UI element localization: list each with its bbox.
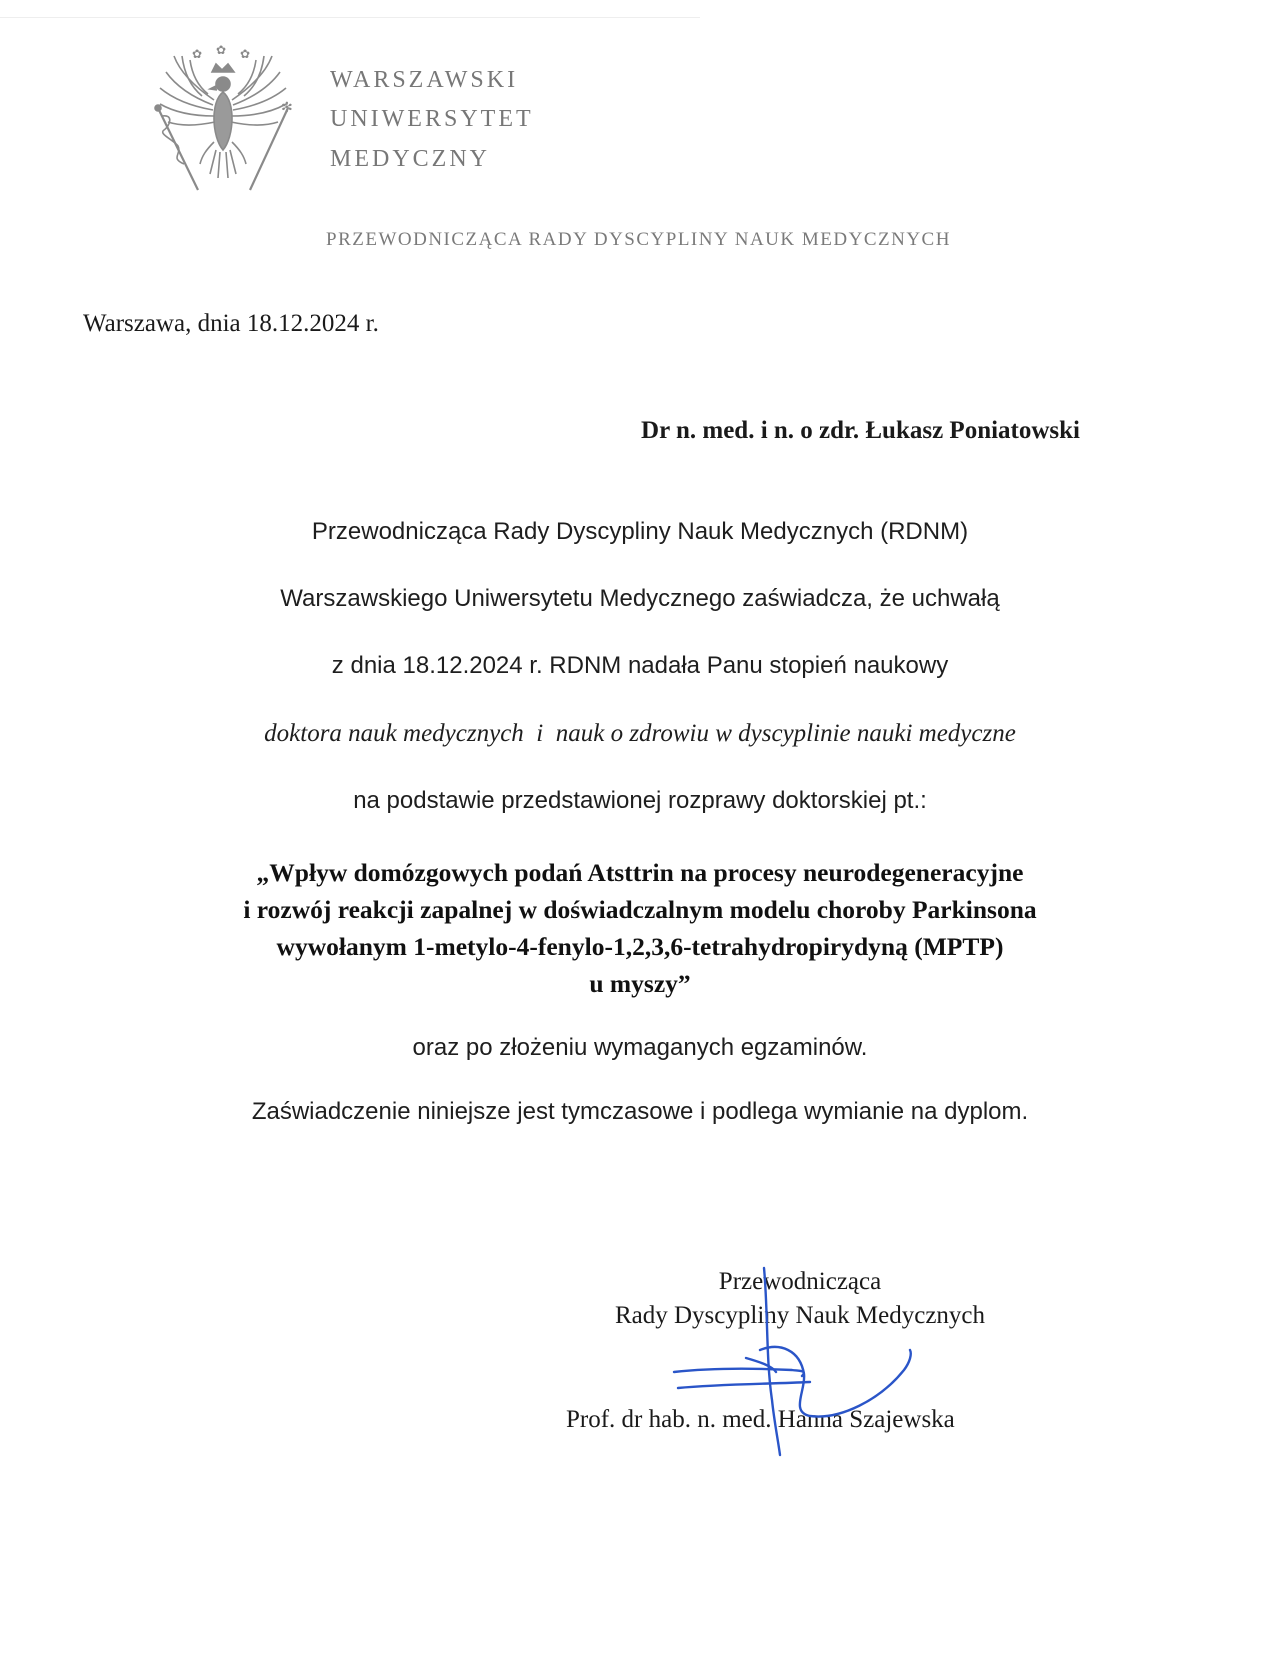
signatory-role-line-1: Przewodnicząca [718, 1268, 882, 1295]
thesis-title-line-3: wywołanym 1-metylo-4-fenylo-1,2,3,6-tetrahydropirydyną (MPTP) [276, 932, 1004, 961]
handwritten-signature [660, 1250, 960, 1470]
signatory-role-line-2: Rady Dyscypliny Nauk Medycznych [614, 1302, 986, 1329]
thesis-title-line-4: u myszy” [589, 969, 691, 998]
paragraph-line-5: na podstawie przedstawionej rozprawy doktorskiej pt.: [353, 787, 927, 814]
closing-line-2: Zaświadczenie niniejsze jest tymczasowe i podlega wymianie na dyplom. [251, 1098, 1029, 1125]
thesis-title-line-1: „Wpływ domózgowych podań Atsttrin na procesy neurodegeneracyjne [256, 858, 1024, 887]
university-name-line-3: MEDYCZNY [330, 146, 490, 172]
closing-line-1: oraz po złożeniu wymaganych egzaminów. [412, 1034, 868, 1061]
svg-text:✻: ✻ [281, 100, 293, 116]
svg-text:✿: ✿ [216, 43, 227, 57]
council-heading: PRZEWODNICZĄCA RADY DYSCYPLINY NAUK MEDYCZNYCH [326, 229, 951, 250]
university-eagle-logo [140, 42, 310, 202]
paragraph-line-2: Warszawskiego Uniwersytetu Medycznego zaświadcza, że uchwałą [280, 585, 1000, 612]
degree-line: doktora nauk medycznych i nauk o zdrowiu w dyscyplinie nauki medyczne [264, 720, 1016, 747]
paragraph-line-1: Przewodnicząca Rady Dyscypliny Nauk Medycznych (RDNM) [311, 518, 969, 545]
svg-text:✿: ✿ [240, 47, 251, 61]
thesis-title [0, 854, 1280, 1002]
signatory-name: Prof. dr hab. n. med. Hanna Szajewska [566, 1406, 955, 1433]
paragraph-line-3: z dnia 18.12.2024 r. RDNM nadała Panu stopień naukowy [331, 652, 949, 679]
thesis-title-line-2: i rozwój reakcji zapalnej w doświadczalnym modelu choroby Parkinsona [243, 895, 1037, 924]
university-name-line-1: WARSZAWSKI [330, 67, 519, 93]
recipient-name: Dr n. med. i n. o zdr. Łukasz Poniatowski [641, 417, 1080, 444]
place-and-date: Warszawa, dnia 18.12.2024 r. [83, 310, 379, 337]
scan-edge-line [0, 17, 700, 18]
university-name-line-2: UNIWERSYTET [330, 106, 534, 132]
svg-text:✿: ✿ [192, 47, 203, 61]
